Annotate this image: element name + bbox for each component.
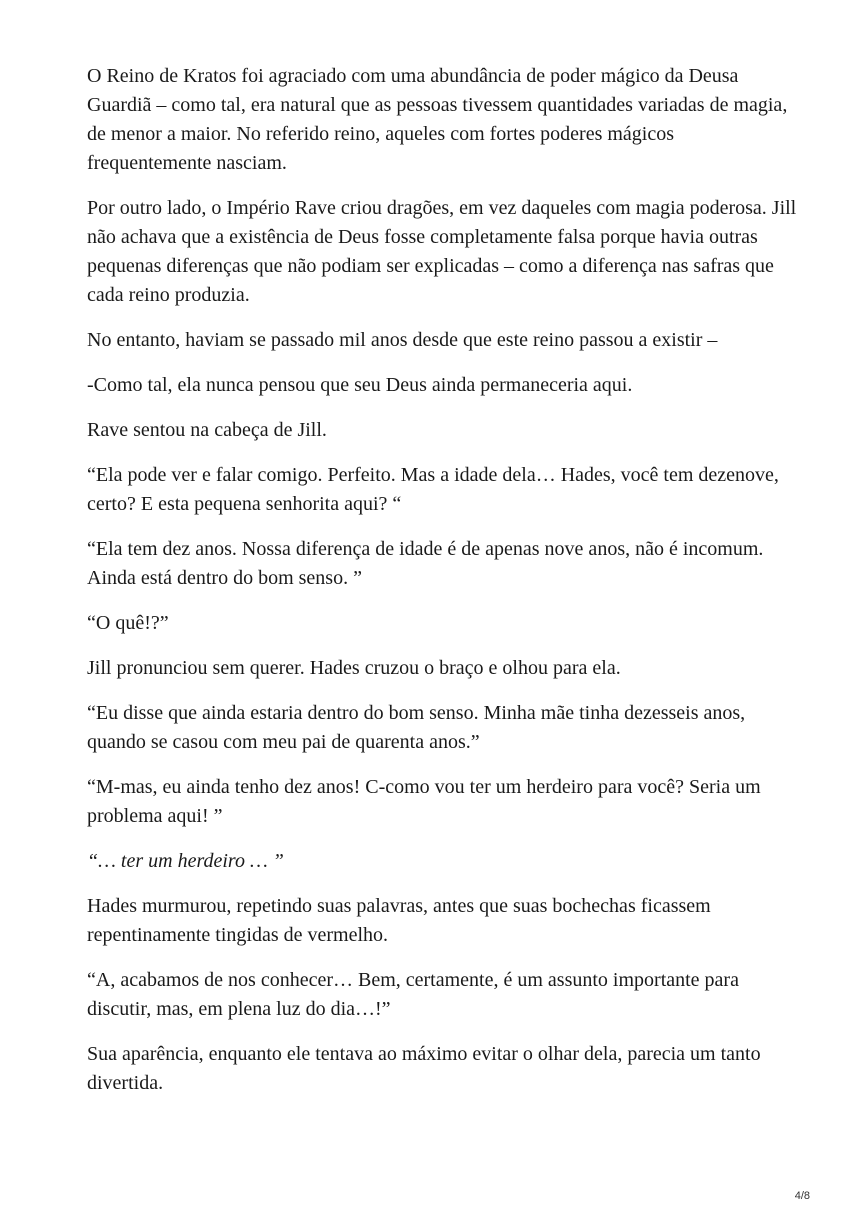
paragraph: “Eu disse que ainda estaria dentro do bom senso. Minha mãe tinha dezesseis anos, quando se casou com meu pai de quarenta anos.” [87,702,746,753]
paragraph: “Ela pode ver e falar comigo. Perfeito. Mas a idade dela… Hades, você tem dezenove, certo? E esta pequena senhorita aqui? “ [87,464,779,515]
italic-paragraph: “… ter um herdeiro … ” [87,850,284,872]
paragraph: “Ela tem dez anos. Nossa diferença de idade é de apenas nove anos, não é incomum. Ainda está dentro do bom senso. ” [87,538,764,589]
document-body [87,62,797,1114]
paragraph: “A, acabamos de nos conhecer… Bem, certamente, é um assunto importante para discutir, mas, em plena luz do dia…!” [87,969,739,1020]
paragraph: O Reino de Kratos foi agraciado com uma abundância de poder mágico da Deusa Guardiã – como tal, era natural que as pessoas tivessem quantidades variadas de magia, de menor a maior. No referido reino, aqueles com fortes poderes mágicos frequentemente nasciam. [87,65,788,174]
paragraph: “M-mas, eu ainda tenho dez anos! C-como vou ter um herdeiro para você? Seria um problema aqui! ” [87,776,761,827]
paragraph: -Como tal, ela nunca pensou que seu Deus ainda permaneceria aqui. [87,374,633,396]
paragraph: Sua aparência, enquanto ele tentava ao máximo evitar o olhar dela, parecia um tanto divertida. [87,1043,761,1094]
paragraph: Por outro lado, o Império Rave criou dragões, em vez daqueles com magia poderosa. Jill não achava que a existência de Deus fosse completamente falsa porque havia outras pequenas diferenças que não podiam ser explicadas – como a diferença nas safras que cada reino produzia. [87,197,797,306]
paragraph: Hades murmurou, repetindo suas palavras, antes que suas bochechas ficassem repentinamente tingidas de vermelho. [87,895,711,946]
paragraph: Jill pronunciou sem querer. Hades cruzou o braço e olhou para ela. [87,657,621,679]
paragraph: “O quê!?” [87,612,169,634]
page-number: 4/8 [794,1190,810,1202]
paragraph: Rave sentou na cabeça de Jill. [87,419,327,441]
paragraph: No entanto, haviam se passado mil anos desde que este reino passou a existir – [87,329,718,351]
